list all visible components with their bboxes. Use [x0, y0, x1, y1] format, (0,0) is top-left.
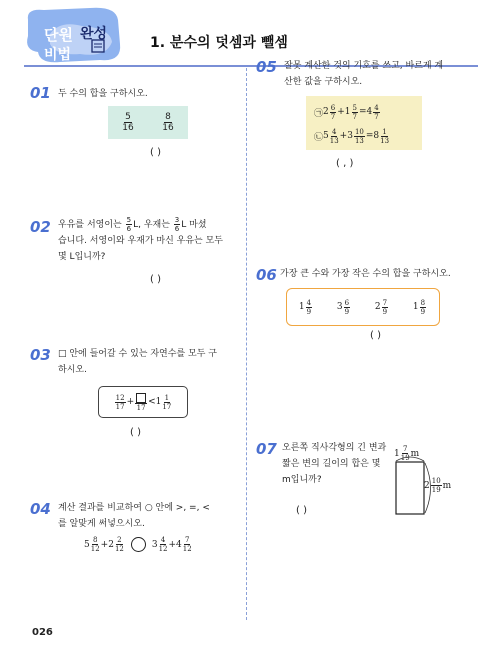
- question-1-text: 두 수의 합을 구하시오.: [58, 89, 148, 99]
- fraction: $\frac{1}{13}$: [380, 127, 390, 145]
- fraction: $\frac{10}{13}$: [354, 127, 364, 145]
- question-3-text: □ 안에 들어갈 수 있는 자연수를 모두 구 하시오.: [58, 349, 217, 375]
- fraction: $\frac{7}{12}$: [182, 536, 192, 553]
- fraction: $\frac{8}{12}$: [90, 536, 100, 553]
- answer-blank-2[interactable]: ( ): [150, 274, 161, 285]
- question-7-text: 오른쪽 직사각형의 긴 변과 짧은 변의 길이의 합은 몇 m입니까?: [282, 443, 387, 485]
- mixed-number: 2 $\frac{7}{9}$: [374, 298, 388, 316]
- mixed-number: 1 $\frac{4}{9}$: [298, 298, 312, 316]
- fraction: $\frac{6}{7}$: [330, 103, 336, 121]
- fraction: $\frac{10}{19}$: [431, 477, 441, 494]
- page-title: 1. 분수의 덧셈과 뺄셈: [150, 35, 288, 51]
- answer-blank-6[interactable]: ( ): [370, 330, 381, 341]
- question-4-text: 계산 결과를 비교하여 ○ 안에 >, =, < 를 알맞게 써넣으시오.: [58, 503, 210, 529]
- fraction: $\frac{2}{12}$: [114, 536, 124, 553]
- badge-text-unit: 단원: [44, 26, 73, 44]
- mixed-number: 1 $\frac{8}{9}$: [412, 298, 426, 316]
- answer-blank-7[interactable]: ( ): [296, 505, 307, 516]
- page-number: 026: [32, 627, 53, 638]
- question-6-number-box: [286, 288, 440, 326]
- fraction: $\frac{8}{9}$: [420, 298, 426, 316]
- fraction: $\frac{4}{9}$: [306, 298, 312, 316]
- question-4-comparison: 5 $\frac{8}{12}$ +2 $\frac{2}{12}$ 3 $\frac{4}{12}$ +4 $\frac{7}{12}$: [84, 536, 192, 553]
- question-2-text: 우유를 서영이는 $\frac{5}{6}$ L, 우재는 $\frac{3}{6}$ L 마셨 습니다. 서영이와 우재가 마신 우유는 모두 몇 L입니까?: [58, 216, 223, 262]
- fraction: $\frac{6}{9}$: [344, 298, 350, 316]
- fraction: 5 16: [122, 112, 134, 133]
- question-number-3: 03: [30, 346, 51, 364]
- unit-badge-background: [20, 6, 138, 64]
- mixed-number: 3 $\frac{6}{9}$: [336, 298, 350, 316]
- question-number-1: 01: [30, 84, 51, 102]
- fraction: 8 16: [162, 112, 174, 133]
- fraction-with-box: 17: [135, 393, 147, 412]
- badge-text-complete: 완성: [80, 26, 108, 42]
- column-divider: [246, 68, 247, 620]
- fraction: $\frac{5}{6}$: [126, 216, 132, 233]
- answer-blank-1[interactable]: ( ): [150, 147, 161, 158]
- question-5-text: 잘못 계산한 것의 기호를 쓰고, 바르게 계 산한 값을 구하시오.: [284, 61, 444, 87]
- fraction: $\frac{12}{17}$: [115, 393, 125, 411]
- badge-text-secret: 비법: [44, 47, 72, 63]
- fraction: $\frac{7}{9}$: [382, 298, 388, 316]
- answer-box[interactable]: [136, 393, 146, 403]
- question-6-text: 가장 큰 수와 가장 작은 수의 합을 구하시오.: [280, 269, 451, 279]
- fraction: $\frac{4}{12}$: [158, 536, 168, 553]
- answer-blank-5[interactable]: ( , ): [336, 158, 354, 169]
- fraction: $\frac{7}{19}$: [400, 445, 410, 462]
- fraction: $\frac{1}{17}$: [162, 393, 172, 411]
- question-number-7: 07: [256, 440, 277, 458]
- question-5-box: [306, 96, 422, 150]
- option-b: ㉡ 5 $\frac{4}{13}$ +3 $\frac{10}{13}$ =8 $\frac{1}{13}$: [314, 127, 390, 145]
- compare-circle[interactable]: [131, 537, 146, 552]
- fraction: $\frac{5}{7}$: [352, 103, 357, 121]
- option-a: ㉠ 2 $\frac{6}{7}$ +1 $\frac{5}{7}$ =4 $\frac{4}{7}$: [314, 103, 379, 121]
- question-number-5: 05: [256, 58, 277, 76]
- fraction: $\frac{4}{13}$: [329, 127, 339, 145]
- fraction: $\frac{3}{6}$: [174, 216, 180, 233]
- answer-blank-3[interactable]: ( ): [130, 427, 141, 438]
- top-side-label: 1 $\frac{7}{19}$ m: [394, 445, 420, 462]
- question-number-4: 04: [30, 500, 51, 518]
- question-3-expression-box: $\frac{12}{17}$ + 17 <1 $\frac{1}{17}$: [98, 386, 188, 418]
- question-number-2: 02: [30, 218, 51, 236]
- question-number-6: 06: [256, 266, 277, 284]
- question-1-number-box: [108, 106, 188, 139]
- fraction: $\frac{4}{7}$: [374, 103, 379, 121]
- long-side-label: 2 $\frac{10}{19}$ m: [424, 477, 452, 494]
